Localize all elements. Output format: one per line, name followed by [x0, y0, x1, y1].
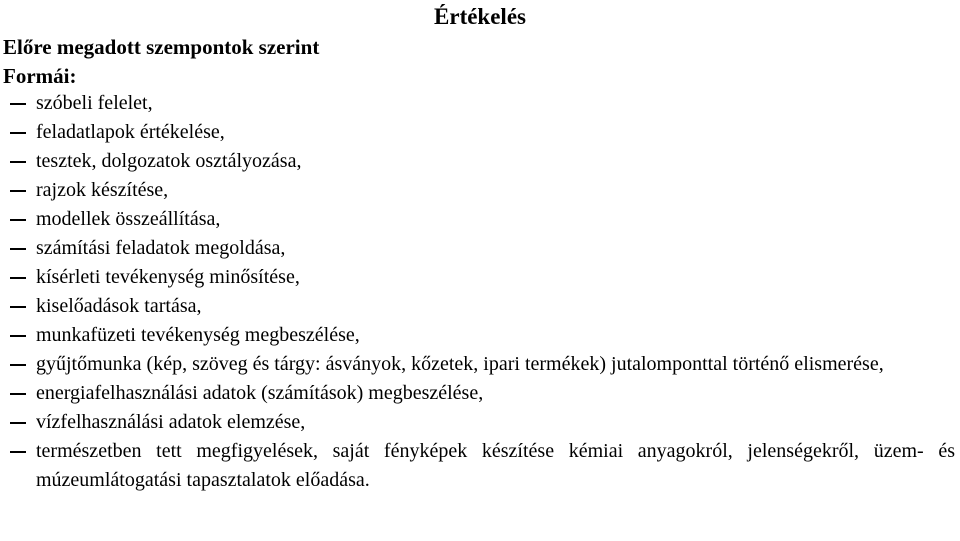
list-item-text: kísérleti tevékenység minősítése,	[36, 266, 300, 288]
dash-bullet-icon	[10, 422, 26, 424]
list-item	[0, 234, 955, 263]
list-item-text: vízfelhasználási adatok elemzése,	[36, 411, 306, 433]
list-item-text: gyűjtőmunka (kép, szöveg és tárgy: ásványok, kőzetek, ipari termékek) jutalomponttal történő elismerése,	[36, 353, 884, 375]
dash-bullet-icon	[10, 451, 26, 453]
dash-bullet-icon	[10, 277, 26, 279]
list-item	[0, 321, 955, 350]
list-item-text: számítási feladatok megoldása,	[36, 237, 286, 259]
list-item	[0, 408, 955, 437]
list-item	[0, 89, 955, 118]
assessment-forms-list	[0, 89, 955, 495]
dash-bullet-icon	[10, 161, 26, 163]
list-item-text: energiafelhasználási adatok (számítások) megbeszélése,	[36, 382, 484, 404]
criteria-heading: Előre megadott szempontok szerint	[3, 35, 320, 59]
list-item-text: modellek összeállítása,	[36, 208, 221, 230]
list-item-text: természetben tett megfigyelések, saját fényképek készítése kémiai anyagokról, jelenségekről, üzem- és múzeumlátogatási tapasztalatok előadása.	[36, 440, 955, 491]
list-item-text: munkafüzeti tevékenység megbeszélése,	[36, 324, 360, 346]
list-item-text: feladatlapok értékelése,	[36, 121, 225, 143]
forms-heading: Formái:	[3, 64, 77, 88]
dash-bullet-icon	[10, 335, 26, 337]
dash-bullet-icon	[10, 132, 26, 134]
list-item	[0, 205, 955, 234]
list-item	[0, 263, 955, 292]
dash-bullet-icon	[10, 306, 26, 308]
dash-bullet-icon	[10, 103, 26, 105]
list-item	[0, 118, 955, 147]
dash-bullet-icon	[10, 393, 26, 395]
list-item-text: rajzok készítése,	[36, 179, 169, 201]
dash-bullet-icon	[10, 190, 26, 192]
list-item-text: szóbeli felelet,	[36, 92, 153, 114]
list-item	[0, 437, 955, 495]
list-item	[0, 379, 955, 408]
list-item-text: tesztek, dolgozatok osztályozása,	[36, 150, 302, 172]
dash-bullet-icon	[10, 248, 26, 250]
list-item-text: kiselőadások tartása,	[36, 295, 202, 317]
list-item	[0, 176, 955, 205]
dash-bullet-icon	[10, 219, 26, 221]
page-title: Értékelés	[434, 4, 526, 29]
dash-bullet-icon	[10, 364, 26, 366]
list-item	[0, 147, 955, 176]
list-item	[0, 292, 955, 321]
list-item	[0, 350, 955, 379]
